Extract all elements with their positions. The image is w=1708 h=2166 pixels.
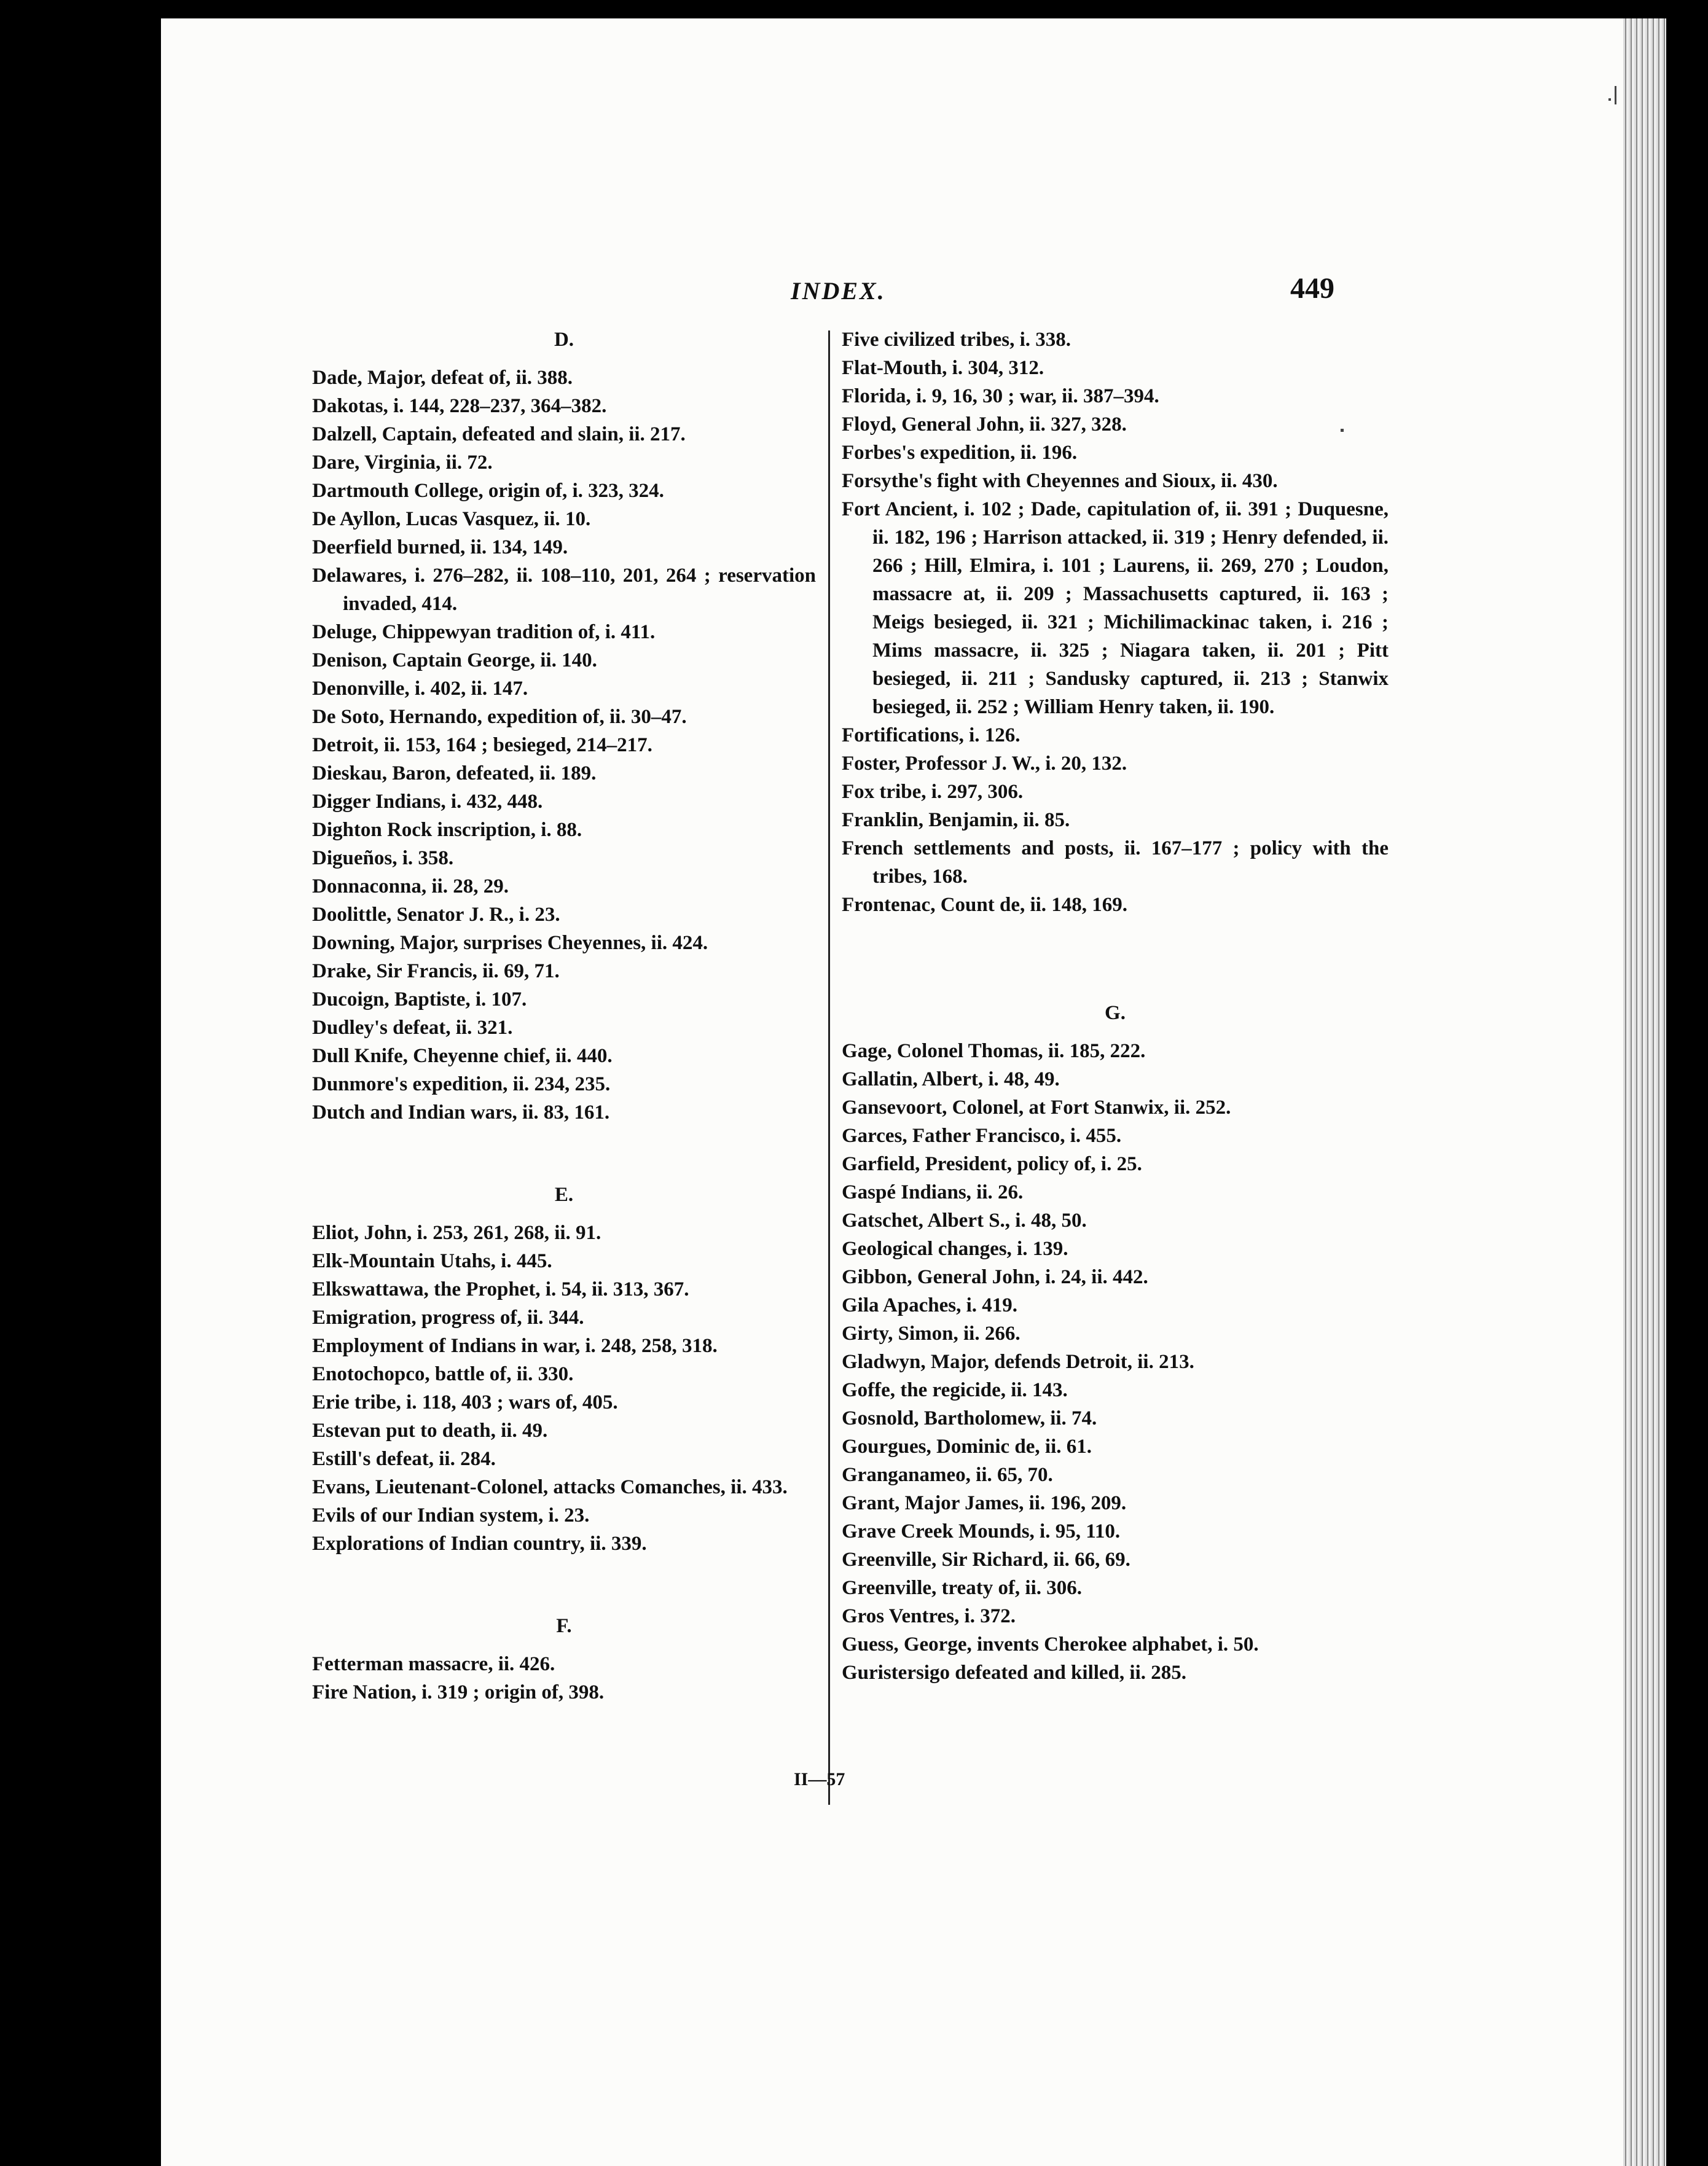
index-entry: Dunmore's expedition, ii. 234, 235. xyxy=(312,1073,611,1095)
signature-mark: II—57 xyxy=(794,1769,845,1789)
index-entry: Fortifications, i. 126. xyxy=(842,724,1020,746)
section-letter: G. xyxy=(1105,1002,1126,1024)
index-entry: Guess, George, invents Cherokee alphabet, i. 50. xyxy=(842,1633,1259,1656)
index-entry: Dakotas, i. 144, 228–237, 364–382. xyxy=(312,395,607,417)
index-entry: Guristersigo defeated and killed, ii. 285. xyxy=(842,1662,1186,1684)
index-entry: Gros Ventres, i. 372. xyxy=(842,1605,1016,1627)
index-entry: Greenville, treaty of, ii. 306. xyxy=(842,1577,1083,1599)
index-entry: Gourgues, Dominic de, ii. 61. xyxy=(842,1436,1092,1458)
index-entry: Delawares, i. 276–282, ii. 108–110, 201, 264 ; reservation invaded, 414. xyxy=(312,565,816,615)
index-entry: Digueños, i. 358. xyxy=(312,847,454,869)
index-entry: Fort Ancient, i. 102 ; Dade, capitulation of, ii. 391 ; Duquesne, ii. 182, 196 ; Harrison attacked, ii. 319 ; Henry defended, ii. 266 ; Hill, Elmira, i. 101 ; Laurens, ii. 269, 270 ; Loudon, massacre at, ii. 209 ; Massachusetts captured, ii. 163 ; Meigs besieged, ii. 321 ; Michilimackinac taken, i. 216 ; Mims massacre, ii. 325 ; Niagara taken, ii. 201 ; Pitt besieged, ii. 211 ; Sandusky captured, ii. 213 ; Stanwix besieged, ii. 252 ; William Henry taken, ii. 190. xyxy=(842,498,1389,718)
column-divider xyxy=(828,330,830,1805)
index-entry: Explorations of Indian country, ii. 339. xyxy=(312,1533,647,1555)
scan-border xyxy=(1666,0,1708,2166)
scan-speck xyxy=(1615,86,1616,104)
index-entry: Dutch and Indian wars, ii. 83, 161. xyxy=(312,1101,610,1124)
index-entry: Dighton Rock inscription, i. 88. xyxy=(312,819,582,841)
index-entry: De Ayllon, Lucas Vasquez, ii. 10. xyxy=(312,508,591,530)
index-entry: Granganameo, ii. 65, 70. xyxy=(842,1464,1053,1486)
index-entry: Grave Creek Mounds, i. 95, 110. xyxy=(842,1520,1121,1542)
index-entry: Fire Nation, i. 319 ; origin of, 398. xyxy=(312,1681,605,1703)
index-entry: Evils of our Indian system, i. 23. xyxy=(312,1504,590,1527)
index-entry: Dalzell, Captain, defeated and slain, ii. 217. xyxy=(312,423,686,445)
index-entry: Downing, Major, surprises Cheyennes, ii. 424. xyxy=(312,932,708,954)
index-entry: Franklin, Benjamin, ii. 85. xyxy=(842,809,1070,831)
index-entry: Emigration, progress of, ii. 344. xyxy=(312,1307,584,1329)
index-entry: Deerfield burned, ii. 134, 149. xyxy=(312,536,568,558)
index-column-left xyxy=(312,326,816,1707)
index-entry: Dade, Major, defeat of, ii. 388. xyxy=(312,367,573,389)
index-entry: Girty, Simon, ii. 266. xyxy=(842,1323,1020,1345)
index-entry: Greenville, Sir Richard, ii. 66, 69. xyxy=(842,1549,1130,1571)
index-entry: Enotochopco, battle of, ii. 330. xyxy=(312,1363,574,1385)
index-entry: Garfield, President, policy of, i. 25. xyxy=(842,1153,1142,1175)
index-entry: Goffe, the regicide, ii. 143. xyxy=(842,1379,1068,1401)
index-entry: Employment of Indians in war, i. 248, 258, 318. xyxy=(312,1335,718,1357)
scan-speck xyxy=(1608,98,1611,101)
index-entry: Denison, Captain George, ii. 140. xyxy=(312,649,597,671)
index-entry: Floyd, General John, ii. 327, 328. xyxy=(842,413,1127,436)
index-entry: Gladwyn, Major, defends Detroit, ii. 213. xyxy=(842,1351,1194,1373)
index-entry: Gosnold, Bartholomew, ii. 74. xyxy=(842,1407,1097,1429)
index-entry: Gila Apaches, i. 419. xyxy=(842,1294,1018,1316)
index-entry: Grant, Major James, ii. 196, 209. xyxy=(842,1492,1127,1514)
index-entry: Fetterman massacre, ii. 426. xyxy=(312,1653,555,1675)
section-letter: F. xyxy=(556,1615,572,1637)
index-entry: French settlements and posts, ii. 167–177 ; policy with the tribes, 168. xyxy=(842,837,1389,888)
index-entry: Gallatin, Albert, i. 48, 49. xyxy=(842,1068,1060,1090)
index-entry: Deluge, Chippewyan tradition of, i. 411. xyxy=(312,621,656,643)
index-entry: Florida, i. 9, 16, 30 ; war, ii. 387–394. xyxy=(842,385,1159,407)
index-entry: Geological changes, i. 139. xyxy=(842,1238,1068,1260)
index-entry: Evans, Lieutenant-Colonel, attacks Comanches, ii. 433. xyxy=(312,1476,788,1498)
index-entry: Digger Indians, i. 432, 448. xyxy=(312,791,543,813)
index-entry: Dudley's defeat, ii. 321. xyxy=(312,1017,513,1039)
section-letter: D. xyxy=(554,329,574,351)
index-entry: Gansevoort, Colonel, at Fort Stanwix, ii. 252. xyxy=(842,1097,1231,1119)
index-entry: Ducoign, Baptiste, i. 107. xyxy=(312,988,527,1011)
index-entry: De Soto, Hernando, expedition of, ii. 30–47. xyxy=(312,706,687,728)
page-header xyxy=(161,270,1623,313)
index-entry: Gaspé Indians, ii. 26. xyxy=(842,1181,1024,1203)
page-number: 449 xyxy=(1290,272,1334,305)
index-entry: Gibbon, General John, i. 24, ii. 442. xyxy=(842,1266,1148,1288)
index-entry: Estevan put to death, ii. 49. xyxy=(312,1420,548,1442)
index-entry: Foster, Professor J. W., i. 20, 132. xyxy=(842,753,1127,775)
index-entry: Elkswattawa, the Prophet, i. 54, ii. 313, 367. xyxy=(312,1278,689,1300)
index-entry: Forsythe's fight with Cheyennes and Sioux, ii. 430. xyxy=(842,470,1278,492)
index-entry: Eliot, John, i. 253, 261, 268, ii. 91. xyxy=(312,1222,601,1244)
index-entry: Dull Knife, Cheyenne chief, ii. 440. xyxy=(312,1045,613,1067)
index-entry: Flat-Mouth, i. 304, 312. xyxy=(842,357,1044,379)
index-entry: Garces, Father Francisco, i. 455. xyxy=(842,1125,1122,1147)
index-entry: Gatschet, Albert S., i. 48, 50. xyxy=(842,1210,1087,1232)
index-entry: Denonville, i. 402, ii. 147. xyxy=(312,678,528,700)
running-title: INDEX. xyxy=(791,277,886,305)
index-entry: Donnaconna, ii. 28, 29. xyxy=(312,875,509,897)
index-entry: Drake, Sir Francis, ii. 69, 71. xyxy=(312,960,560,982)
index-entry: Gage, Colonel Thomas, ii. 185, 222. xyxy=(842,1040,1146,1062)
index-entry: Frontenac, Count de, ii. 148, 169. xyxy=(842,894,1128,916)
section-letter: E. xyxy=(554,1184,574,1206)
page-edge-stack xyxy=(1623,18,1666,2166)
index-entry: Estill's defeat, ii. 284. xyxy=(312,1448,496,1470)
index-entry: Dieskau, Baron, defeated, ii. 189. xyxy=(312,762,597,784)
index-entry: Detroit, ii. 153, 164 ; besieged, 214–217. xyxy=(312,734,652,756)
index-entry: Doolittle, Senator J. R., i. 23. xyxy=(312,904,560,926)
index-entry: Erie tribe, i. 118, 403 ; wars of, 405. xyxy=(312,1391,618,1413)
index-entry: Dare, Virginia, ii. 72. xyxy=(312,452,493,474)
index-entry: Forbes's expedition, ii. 196. xyxy=(842,442,1078,464)
index-entry: Dartmouth College, origin of, i. 323, 324. xyxy=(312,480,664,502)
index-entry: Five civilized tribes, i. 338. xyxy=(842,329,1071,351)
index-column-right xyxy=(842,326,1389,1687)
index-entry: Elk-Mountain Utahs, i. 445. xyxy=(312,1250,552,1272)
index-entry: Fox tribe, i. 297, 306. xyxy=(842,781,1024,803)
